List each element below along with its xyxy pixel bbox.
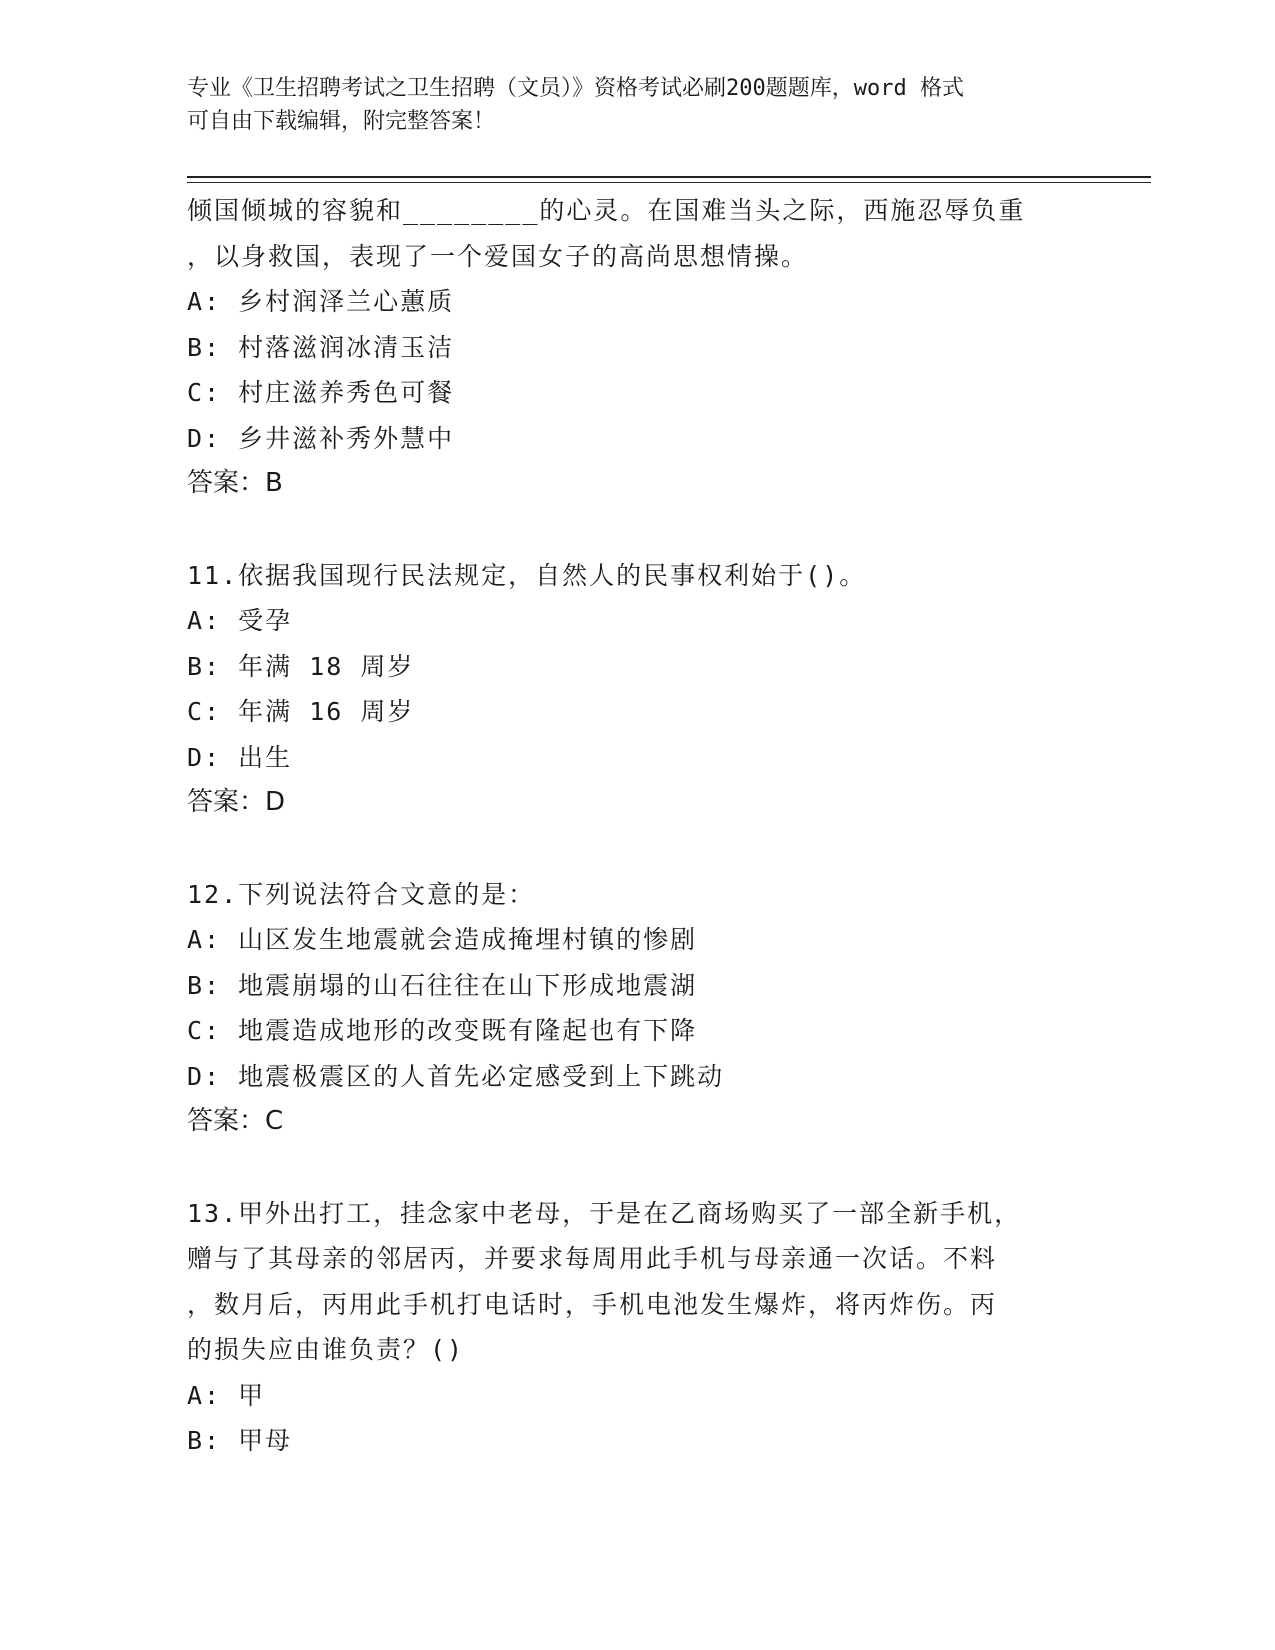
option-b: B: 年满 18 周岁	[187, 651, 415, 681]
question-text-line: 赠与了其母亲的邻居丙，并要求每周用此手机与母亲通一次话。不料	[187, 1244, 998, 1273]
option-c: C: 年满 16 周岁	[187, 697, 415, 726]
question-text-line: 12.下列说法符合文意的是：	[187, 879, 536, 909]
option-b: B: 村落滋润冰清玉洁	[187, 332, 455, 362]
option-c: C: 村庄滋养秀色可餐	[187, 378, 455, 407]
option-a: A: 甲	[187, 1380, 266, 1410]
answer-line: 答案：D	[187, 787, 286, 817]
question-block-13	[187, 1191, 1087, 1464]
spacer	[187, 826, 1087, 872]
spacer	[187, 1145, 1087, 1191]
header-line-2: 可自由下载编辑，附完整答案！	[187, 109, 496, 134]
question-text-line: 倾国倾城的容貌和________的心灵。在国难当头之际，西施忍辱负重	[187, 196, 1026, 225]
spacer	[187, 507, 1087, 553]
header-divider-thin	[187, 182, 1151, 183]
question-block-12	[187, 872, 1087, 1145]
option-d: D: 地震极震区的人首先必定感受到上下跳动	[187, 1061, 725, 1091]
option-d: D: 出生	[187, 742, 293, 772]
question-text-line: ，以身救国，表现了一个爱国女子的高尚思想情操。	[187, 241, 809, 271]
question-text-line: ，数月后，丙用此手机打电话时，手机电池发生爆炸，将丙炸伤。丙	[187, 1289, 998, 1319]
option-b: B: 地震崩塌的山石往往在山下形成地震湖	[187, 970, 698, 1000]
answer-line: 答案：C	[187, 1106, 284, 1136]
question-block-11	[187, 553, 1087, 826]
option-a: A: 受孕	[187, 606, 293, 635]
question-text-line: 11.依据我国现行民法规定，自然人的民事权利始于()。	[187, 560, 867, 590]
question-block-10	[187, 188, 1087, 507]
question-text-line: 13.甲外出打工，挂念家中老母，于是在乙商场购买了一部全新手机，	[187, 1198, 1022, 1228]
question-content	[187, 188, 1087, 1464]
question-text-line: 的损失应由谁负责？()	[187, 1335, 465, 1364]
answer-line: 答案：B	[187, 468, 283, 498]
header-divider-thick	[187, 176, 1151, 178]
option-c: C: 地震造成地形的改变既有隆起也有下降	[187, 1016, 698, 1045]
option-d: D: 乡井滋补秀外慧中	[187, 423, 455, 453]
option-a: A: 山区发生地震就会造成掩埋村镇的惨剧	[187, 925, 698, 954]
header-line-1: 专业《卫生招聘考试之卫生招聘（文员）》资格考试必刷200题题库，word 格式	[187, 76, 964, 101]
option-b: B: 甲母	[187, 1426, 293, 1455]
document-header	[187, 72, 1067, 138]
option-a: A: 乡村润泽兰心蕙质	[187, 287, 455, 316]
